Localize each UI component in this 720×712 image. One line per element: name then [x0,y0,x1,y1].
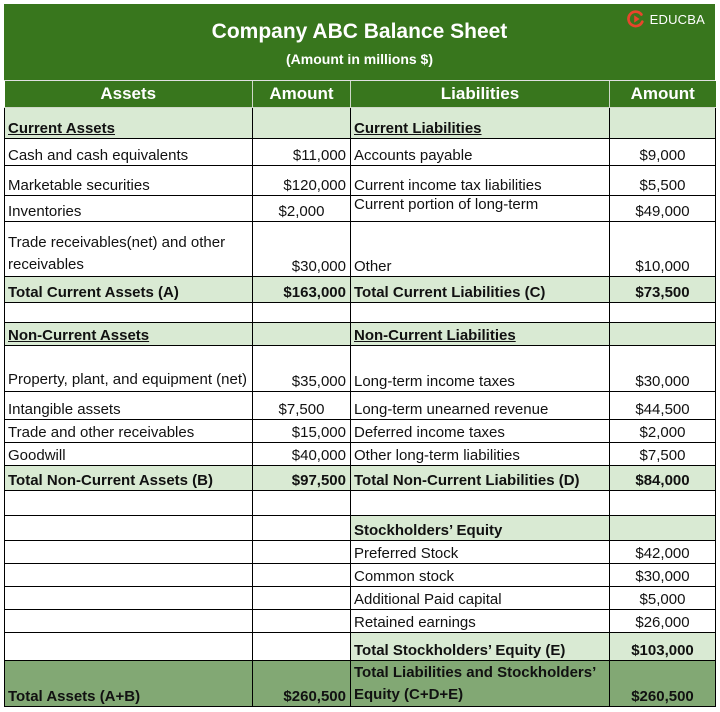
total-non-current-liabilities-amount: $84,000 [610,466,716,491]
total-row [5,466,716,491]
liability-amount: $7,500 [610,443,716,466]
balance-sheet [4,4,715,707]
header-amount-assets: Amount [253,81,351,108]
liability-label: Long-term unearned revenue [351,392,610,420]
total-current-liabilities-label: Total Current Liabilities (C) [351,277,610,303]
section-current-liabilities: Current Liabilities [354,120,482,137]
table-row [5,587,716,610]
blank-row [5,303,716,323]
liability-label: Current portion of long-term [351,196,610,222]
total-current-assets-label: Total Current Assets (A) [5,277,253,303]
table-row [5,541,716,564]
equity-label: Retained earnings [351,610,610,633]
balance-table [4,81,716,707]
liability-amount: $44,500 [610,392,716,420]
total-current-liabilities-amount: $73,500 [610,277,716,303]
asset-amount: $120,000 [253,166,351,196]
equity-label: Additional Paid capital [351,587,610,610]
grand-total-row [5,661,716,707]
equity-amount: $42,000 [610,541,716,564]
equity-amount: $26,000 [610,610,716,633]
equity-label: Common stock [351,564,610,587]
asset-amount: $11,000 [253,139,351,166]
section-stockholders-equity: Stockholders’ Equity [351,516,610,541]
liability-amount: $10,000 [610,222,716,277]
liability-label: Other [351,222,610,277]
asset-amount: $2,000 [253,196,351,222]
header-assets: Assets [5,81,253,108]
liability-amount: $30,000 [610,346,716,392]
section-row [5,108,716,139]
asset-amount: $15,000 [253,420,351,443]
asset-label: Cash and cash equivalents [5,139,253,166]
table-row [5,564,716,587]
liability-amount: $49,000 [610,196,716,222]
liability-amount: $5,500 [610,166,716,196]
table-row [5,222,716,277]
educba-logo [627,10,705,28]
asset-amount: $35,000 [253,346,351,392]
table-row [5,443,716,466]
section-row [5,323,716,346]
blank-row [5,491,716,516]
table-row [5,166,716,196]
section-current-assets: Current Assets [8,120,115,137]
asset-label: Intangible assets [5,392,253,420]
equity-amount: $5,000 [610,587,716,610]
equity-label: Preferred Stock [351,541,610,564]
table-row [5,610,716,633]
total-non-current-assets-label: Total Non-Current Assets (B) [5,466,253,491]
liability-amount: $2,000 [610,420,716,443]
header-amount-liabilities: Amount [610,81,716,108]
total-current-assets-amount: $163,000 [253,277,351,303]
asset-amount: $7,500 [253,392,351,420]
table-row [5,196,716,222]
header-row [5,81,716,108]
asset-label: Trade and other receivables [5,420,253,443]
section-row [5,516,716,541]
total-non-current-assets-amount: $97,500 [253,466,351,491]
equity-amount: $30,000 [610,564,716,587]
table-row [5,139,716,166]
section-non-current-assets: Non-Current Assets [8,327,150,344]
total-assets-amount: $260,500 [253,661,351,707]
asset-label: Trade receivables(net) and other receivables [5,222,253,277]
table-row [5,346,716,392]
page-subtitle: (Amount in millions $) [286,51,433,67]
liability-label: Deferred income taxes [351,420,610,443]
liability-label: Current income tax liabilities [351,166,610,196]
logo-text: EDUCBA [649,11,705,27]
total-liabilities-equity-label: Total Liabilities and Stockholders’ Equity (C+D+E) [351,661,610,707]
asset-amount: $40,000 [253,443,351,466]
liability-label: Accounts payable [351,139,610,166]
header-liabilities: Liabilities [351,81,610,108]
total-non-current-liabilities-label: Total Non-Current Liabilities (D) [351,466,610,491]
educba-logo-icon [627,10,645,28]
asset-label: Goodwill [5,443,253,466]
asset-label: Property, plant, and equipment (net) [5,346,253,392]
asset-label: Marketable securities [5,166,253,196]
total-assets-label: Total Assets (A+B) [5,661,253,707]
total-row [5,633,716,661]
asset-amount: $30,000 [253,222,351,277]
total-equity-amount: $103,000 [610,633,716,661]
table-row [5,392,716,420]
liability-label: Other long-term liabilities [351,443,610,466]
total-row [5,277,716,303]
section-non-current-liabilities: Non-Current Liabilities [354,327,516,344]
page-title: Company ABC Balance Sheet [211,20,508,43]
liability-amount: $9,000 [610,139,716,166]
liability-label: Long-term income taxes [351,346,610,392]
total-equity-label: Total Stockholders’ Equity (E) [351,633,610,661]
total-liabilities-equity-amount: $260,500 [610,661,716,707]
title-banner [4,4,715,81]
table-row [5,420,716,443]
asset-label: Inventories [5,196,253,222]
